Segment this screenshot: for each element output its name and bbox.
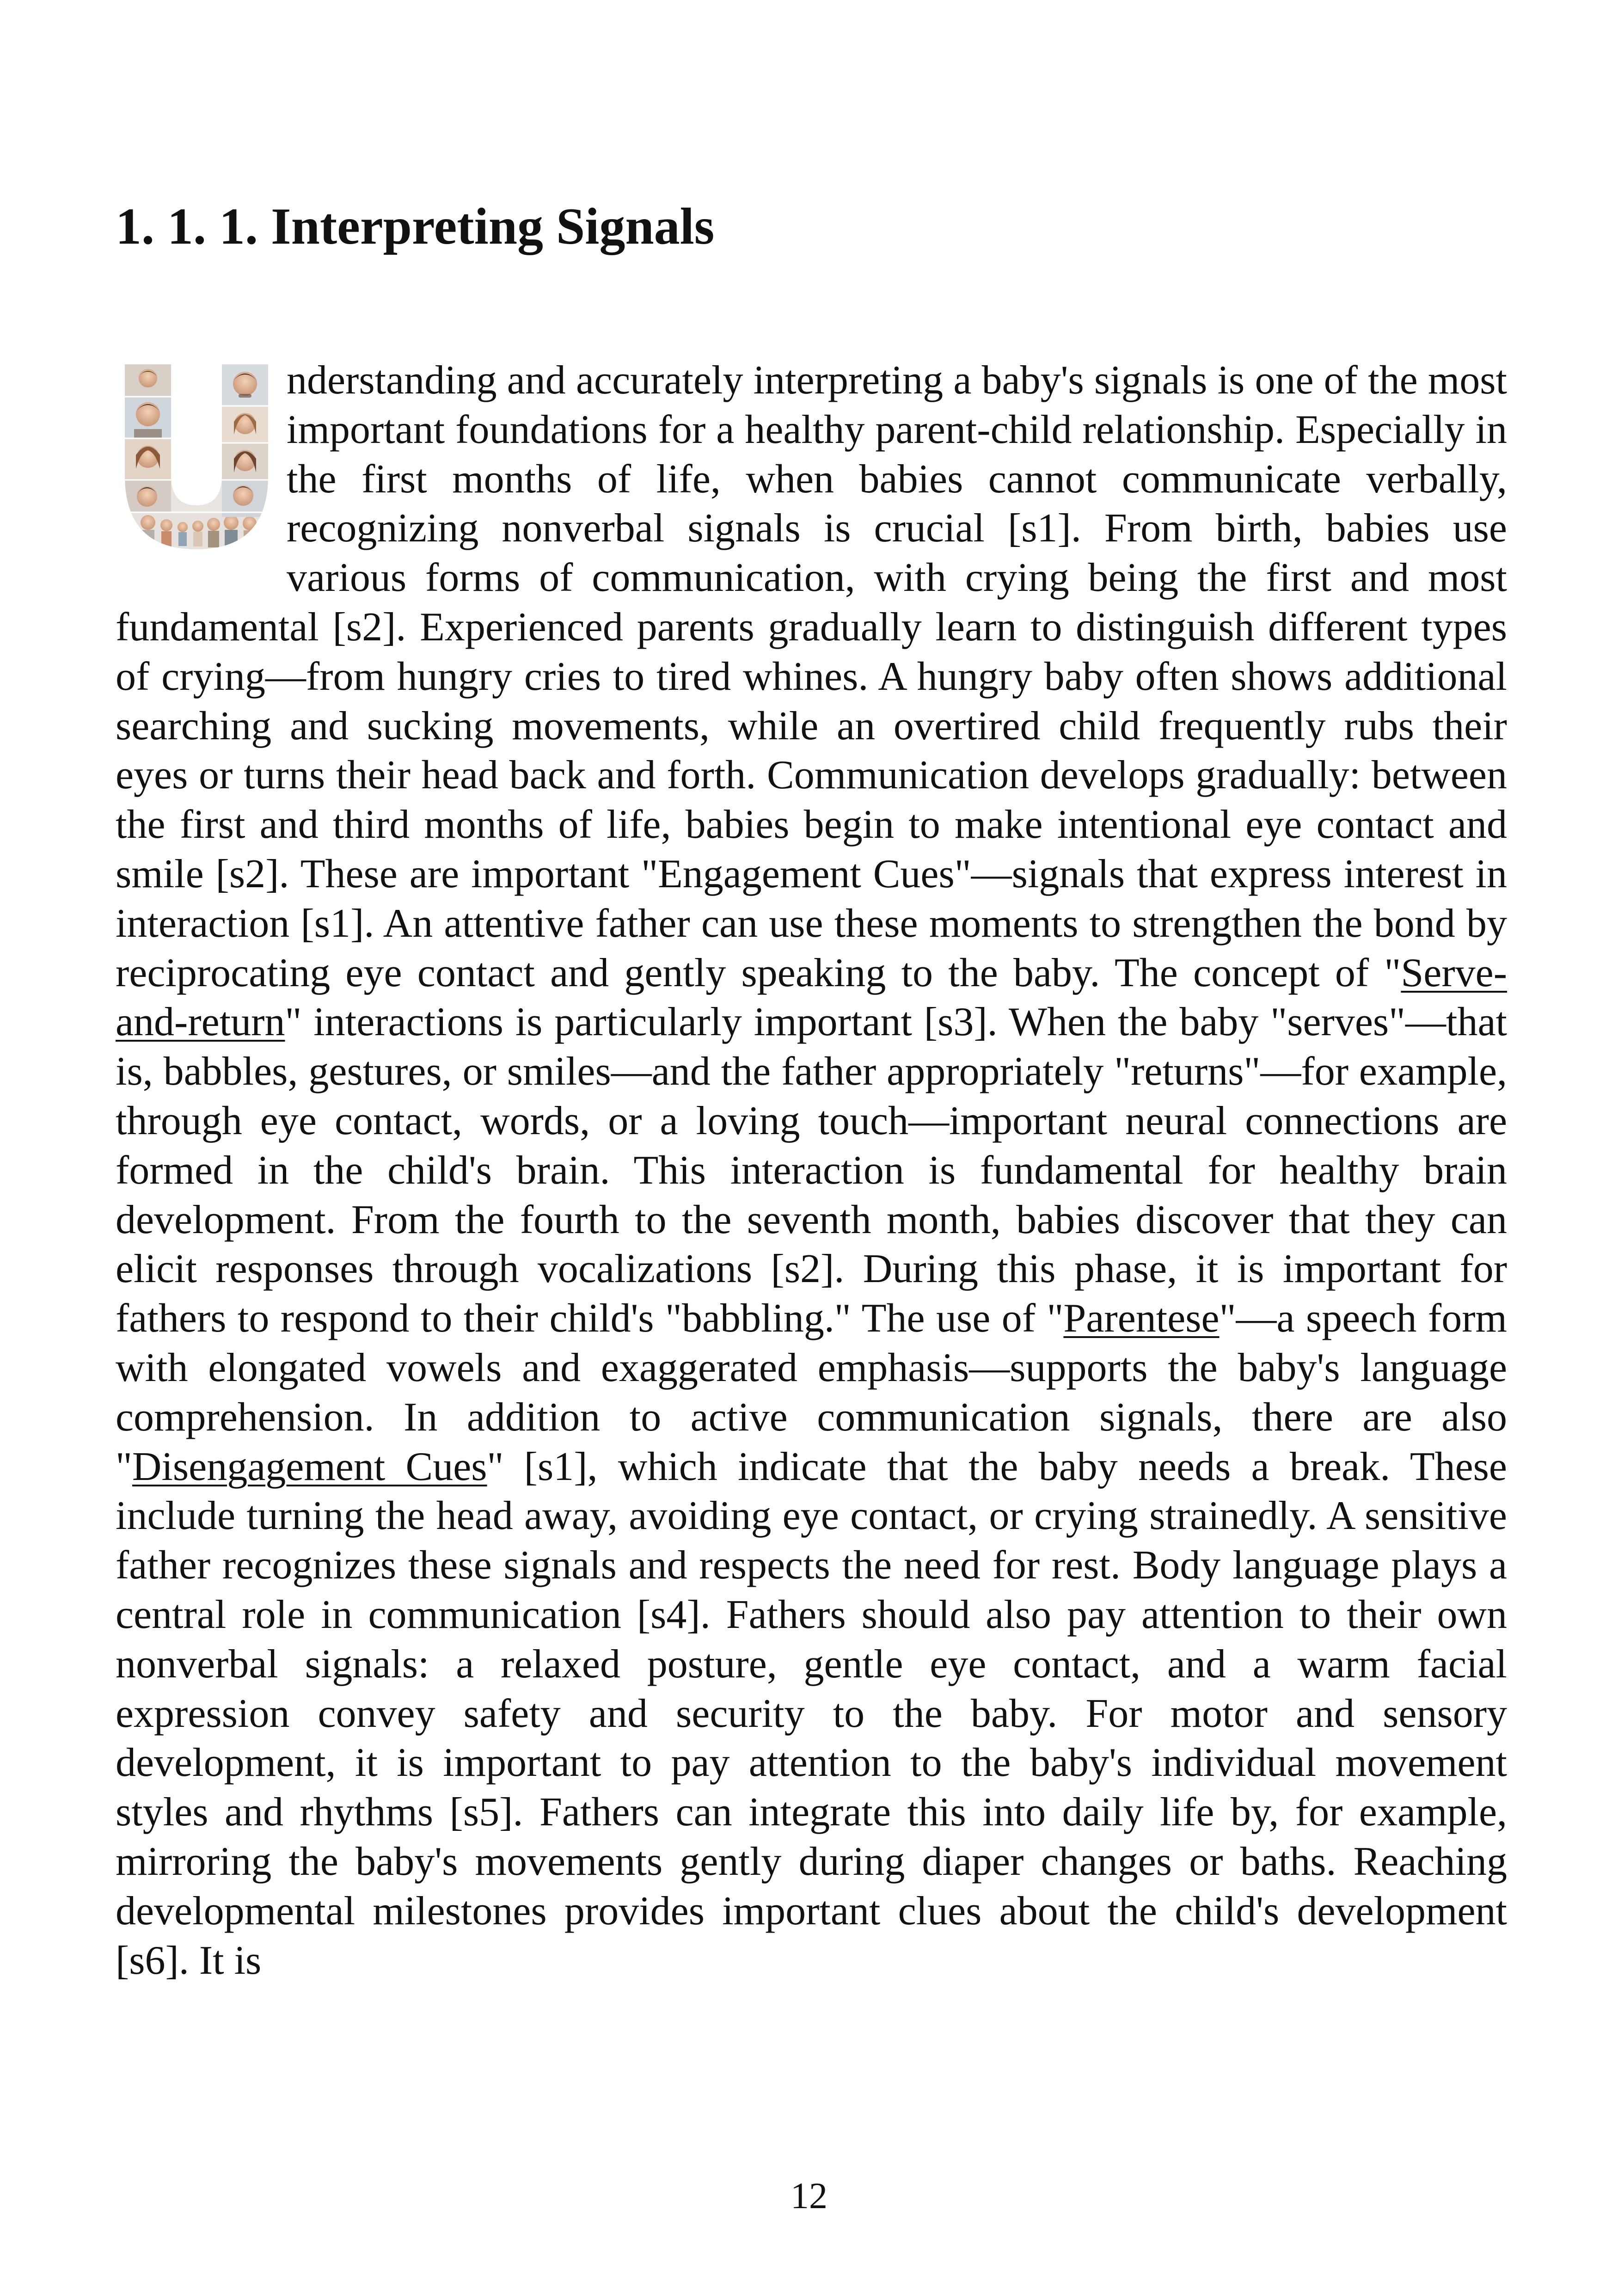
term-disengagement-cues[interactable]: Disengagement Cues [132, 1444, 487, 1489]
body-paragraph [116, 356, 1507, 1985]
section-number: 1. 1. 1. [116, 198, 258, 255]
text-run: nderstanding and accurately interpreting a baby's signals is one of the most important foundations for a healthy parent-child relationship. Especially in the first months of life, when babies cannot communicate verbally, recognizing nonverbal signals is crucial [s1]. From birth, babies use various forms of communication, with crying being the first and most fundamental [s2]. Experienced parents gradually learn to distinguish different types of crying—from hungry cries to tired whines. A hungry baby often shows additional searching and sucking movements, while an overtired child frequently rubs their eyes or turns their head back and forth. Communication develops gradually: between the first and third months of life, babies begin to make intentional eye contact and smile [s2]. These are important "Engagement Cues"—signals that express interest in interaction [s1]. An attentive father can use these moments to strengthen the bond by reciprocating eye contact and gently speaking to the baby. The concept of " [116, 358, 1507, 995]
page-number: 12 [791, 2176, 827, 2216]
dropcap-letter-u [116, 360, 277, 554]
section-heading [116, 194, 714, 259]
term-serve-and-return[interactable]: Serve-and-return [116, 950, 1507, 1045]
term-parentese[interactable]: Parentese [1063, 1296, 1220, 1341]
text-run: " [s1], which indicate that the baby needs a break. These include turning the head away, avoiding eye contact, or crying strainedly. A sensitive father recognizes these signals and respects the need for rest. Body language plays a central role in communication [s4]. Fathers should also pay attention to their own nonverbal signals: a relaxed posture, gentle eye contact, and a warm facial expression convey safety and security to the baby. For motor and sensory development, it is important to pay attention to the baby's individual movement styles and rhythms [s5]. Fathers can integrate this into daily life by, for example, mirroring the baby's movements gently during diaper changes or baths. Reaching developmental milestones provides important clues about the child's development [s6]. It is [116, 1444, 1507, 1983]
text-run: " interactions is particularly important [s3]. When the baby "serves"—that is, babbles, gestures, or smiles—and the father appropriately "returns"—for example, through eye contact, words, or a loving touch—important neural connections are formed in the child's brain. This interaction is fundamental for healthy brain development. From the fourth to the seventh month, babies discover that they can elicit responses through vocalizations [s2]. During this phase, it is important for fathers to respond to their child's "babbling." The use of " [116, 1000, 1507, 1341]
section-title: Interpreting Signals [271, 198, 715, 255]
text-run: "—a speech form with elongated vowels and exaggerated emphasis—supports the baby's language comprehension. In addition to active communication signals, there are also " [116, 1296, 1507, 1489]
family-photo-collage-icon [116, 360, 277, 554]
